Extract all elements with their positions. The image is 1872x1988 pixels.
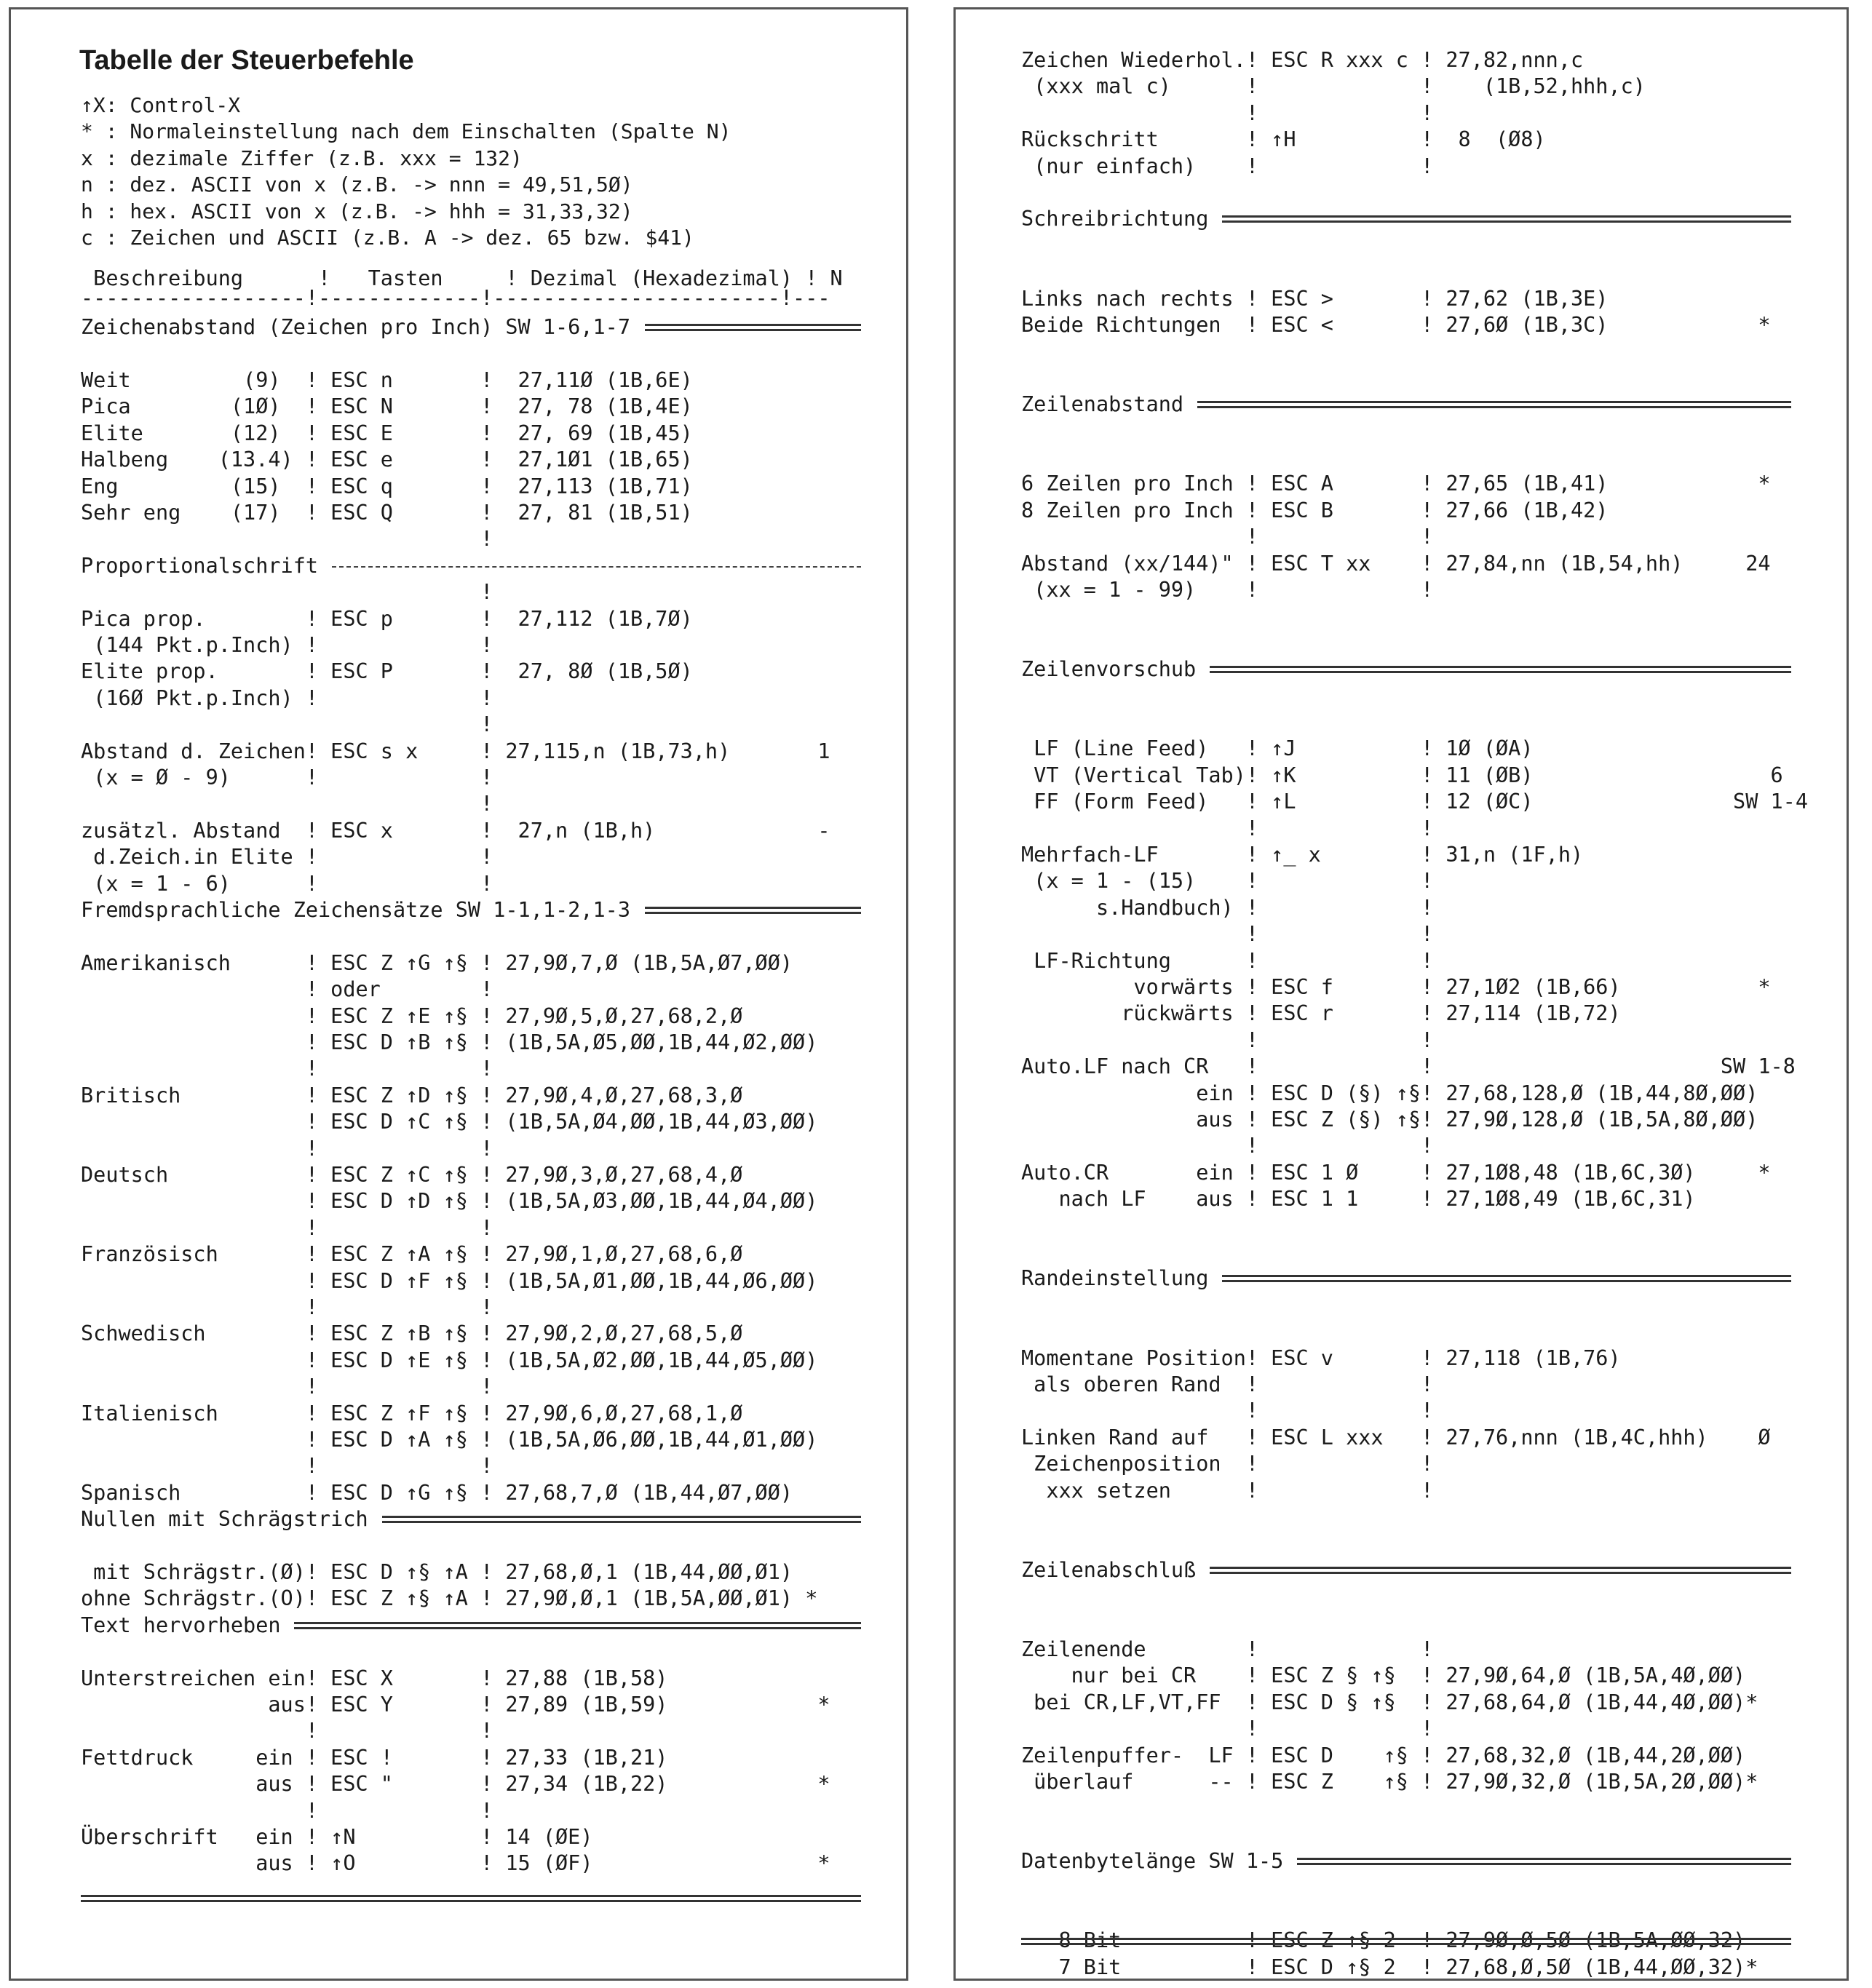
table-row: Beide Richtungen ! ESC < ! 27,6Ø (1B,3C) * (1021, 313, 1771, 337)
table-row: (16Ø Pkt.p.Inch) ! ! (81, 685, 493, 710)
table-row: überlauf -- ! ESC Z ↑§ ! 27,9Ø,32,Ø (1B,5A,2Ø,ØØ)* (1021, 1770, 1758, 1794)
table-row: Eng (15) ! ESC q ! 27,113 (1B,71) (81, 474, 693, 498)
table-row: ! ! (81, 1454, 493, 1479)
legend-line: x : dezimale Ziffer (z.B. xxx = 132) (81, 146, 523, 170)
section-heading: Zeilenabstand (1021, 392, 1184, 417)
table-row: VT (Vertical Tab)! ↑K ! 11 (ØB) 6 (1021, 763, 1783, 787)
table-row: zusätzl. Abstand ! ESC x ! 27,n (1B,h) - (81, 818, 830, 843)
table-row: ! ! (1021, 1027, 1434, 1052)
table-row: Spanisch ! ESC D ↑G ↑§ ! 27,68,7,Ø (1B,44,Ø7,ØØ) (81, 1480, 793, 1505)
table-row: 8 Zeilen pro Inch ! ESC B ! 27,66 (1B,42) (1021, 498, 1609, 522)
section-heading: Schreibrichtung (1021, 207, 1209, 231)
table-row: ! ESC D ↑C ↑§ ! (1B,5A,Ø4,ØØ,1B,44,Ø3,ØØ) (81, 1110, 818, 1134)
left-column (11, 9, 906, 1979)
legend-line: n : dez. ASCII von x (z.B. -> nnn = 49,51,5Ø) (81, 172, 633, 197)
table-row: Zeichenposition ! ! (1021, 1452, 1434, 1476)
section-rule (645, 907, 861, 914)
table-row: Abstand (xx/144)" ! ESC T xx ! 27,84,nn (1B,54,hh) 24 (1021, 551, 1771, 576)
table-row: Auto.LF nach CR ! ! SW 1-8 (1021, 1054, 1796, 1079)
table-row: Überschrift ein ! ↑N ! 14 (ØE) (81, 1825, 593, 1849)
table-row: ! ! (1021, 1134, 1434, 1158)
table-row: (xx = 1 - 99) ! ! (1021, 578, 1434, 602)
section-heading: Zeilenabschluß (1021, 1557, 1197, 1582)
table-row: (144 Pkt.p.Inch) ! ! (81, 633, 493, 657)
table-row: rückwärts ! ESC r ! 27,114 (1B,72) (1021, 1001, 1621, 1026)
table-row: d.Zeich.in Elite ! ! (81, 845, 493, 870)
table-row: LF-Richtung ! ! (1021, 948, 1434, 973)
legend-line: c : Zeichen und ASCII (z.B. A -> dez. 65 bzw. $41) (81, 226, 694, 250)
table-row: ! ! (81, 1057, 493, 1081)
table-row: als oberen Rand ! ! (1021, 1372, 1434, 1396)
section-heading: Text hervorheben (81, 1613, 281, 1637)
bottom-rule (1021, 1938, 1791, 1945)
table-row: ! ! (81, 1798, 493, 1823)
section-heading: Zeichenabstand (Zeichen pro Inch) SW 1-6,1-7 (81, 315, 630, 340)
table-row: aus ! ESC Z (§) ↑§! 27,9Ø,128,Ø (1B,5A,8Ø,ØØ) (1021, 1108, 1758, 1132)
table-row: ! ESC Z ↑E ↑§ ! 27,9Ø,5,Ø,27,68,2,Ø (81, 1003, 743, 1028)
table-row: ! ! (81, 1375, 493, 1399)
table-row: (xxx mal c) ! ! (1B,52,hhh,c) (1021, 74, 1646, 99)
section-heading: Zeilenvorschub (1021, 657, 1197, 682)
table-row: Zeilenende ! ! (1021, 1637, 1434, 1661)
legend-line: * : Normaleinstellung nach dem Einschalten (Spalte N) (81, 119, 731, 144)
table-row: aus! ESC Y ! 27,89 (1B,59) * (81, 1693, 830, 1717)
table-row: Linken Rand auf ! ESC L xxx ! 27,76,nnn (1B,4C,hhh) Ø (1021, 1425, 1771, 1450)
table-row: (x = Ø - 9) ! ! (81, 766, 493, 790)
section-rule (1297, 1858, 1791, 1865)
section-rule (1210, 1567, 1791, 1574)
table-row: ! ESC D ↑A ↑§ ! (1B,5A,Ø6,ØØ,1B,44,Ø1,ØØ) (81, 1428, 818, 1452)
table-row: ! ESC D ↑B ↑§ ! (1B,5A,Ø5,ØØ,1B,44,Ø2,ØØ) (81, 1030, 818, 1054)
table-row: ! ! (81, 1215, 493, 1240)
table-row: ! (81, 712, 493, 737)
table-row: Britisch ! ESC Z ↑D ↑§ ! 27,9Ø,4,Ø,27,68,3,Ø (81, 1083, 743, 1108)
table-row: Mehrfach-LF ! ↑_ x ! 31,n (1F,h) (1021, 843, 1584, 867)
table-row: LF (Line Feed) ! ↑J ! 1Ø (ØA) (1021, 736, 1534, 761)
legend-line: ↑X: Control-X (81, 93, 241, 117)
section-heading: Nullen mit Schrägstrich (81, 1507, 368, 1532)
table-row: (nur einfach) ! ! (1021, 154, 1434, 178)
table-row: Elite (12) ! ESC E ! 27, 69 (1B,45) (81, 421, 693, 445)
table-row: Auto.CR ein ! ESC 1 Ø ! 27,1Ø8,48 (1B,6C,3Ø) * (1021, 1160, 1771, 1185)
table-row: 8 Bit ! ESC Z ↑§ 2 ! 27,9Ø,Ø,5Ø (1B,5A,ØØ,32) (1021, 1928, 1746, 1953)
table-row: mit Schrägstr.(Ø)! ESC D ↑§ ↑A ! 27,68,Ø,1 (1B,44,ØØ,Ø1) (81, 1560, 793, 1584)
table-row: Fettdruck ein ! ESC ! ! 27,33 (1B,21) (81, 1745, 668, 1770)
table-row: 7 Bit ! ESC D ↑§ 2 ! 27,68,Ø,5Ø (1B,44,ØØ,32)* (1021, 1955, 1758, 1979)
table-row: Zeilenpuffer- LF ! ESC D ↑§ ! 27,68,32,Ø (1B,44,2Ø,ØØ) (1021, 1743, 1746, 1768)
table-row: Abstand d. Zeichen! ESC s x ! 27,115,n (1B,73,h) 1 (81, 739, 830, 763)
section-heading: Datenbytelänge SW 1-5 (1021, 1849, 1284, 1874)
table-row: ! ! (1021, 1399, 1434, 1423)
table-row: aus ! ESC " ! 27,34 (1B,22) * (81, 1772, 830, 1797)
right-column (956, 9, 1847, 1979)
table-row: Unterstreichen ein! ESC X ! 27,88 (1B,58) (81, 1666, 668, 1690)
left-panel (9, 7, 908, 1981)
table-row: (x = 1 - (15) ! ! (1021, 869, 1434, 894)
table-row: (x = 1 - 6) ! ! (81, 871, 493, 896)
section-rule (645, 324, 861, 331)
table-row: nach LF aus ! ESC 1 1 ! 27,1Ø8,49 (1B,6C,31) (1021, 1187, 1696, 1212)
table-row: ! ! (1021, 922, 1434, 947)
section-heading: Proportionalschrift (81, 553, 319, 578)
section-rule (1222, 215, 1791, 223)
table-row: Links nach rechts ! ESC > ! 27,62 (1B,3E) (1021, 286, 1609, 311)
table-row: ! (81, 527, 493, 552)
table-row: ! (81, 792, 493, 816)
table-row: 6 Zeilen pro Inch ! ESC A ! 27,65 (1B,41) * (1021, 472, 1771, 496)
table-row: s.Handbuch) ! ! (1021, 895, 1434, 920)
table-row: FF (Form Feed) ! ↑L ! 12 (ØC) SW 1-4 (1021, 790, 1808, 814)
table-row: ! ! (1021, 525, 1434, 549)
table-row: ! ESC D ↑D ↑§ ! (1B,5A,Ø3,ØØ,1B,44,Ø4,ØØ) (81, 1189, 818, 1214)
table-row: Elite prop. ! ESC P ! 27, 8Ø (1B,5Ø) (81, 659, 693, 684)
section-rule (294, 1622, 861, 1629)
section-rule (1197, 401, 1791, 408)
table-row: Zeichen Wiederhol.! ESC R xxx c ! 27,82,nnn,c (1021, 48, 1584, 72)
table-row: xxx setzen ! ! (1021, 1478, 1434, 1503)
section-rule (382, 1516, 861, 1523)
table-row: Deutsch ! ESC Z ↑C ↑§ ! 27,9Ø,3,Ø,27,68,4,Ø (81, 1163, 743, 1187)
bottom-rule (81, 1895, 861, 1902)
table-row: Sehr eng (17) ! ESC Q ! 27, 81 (1B,51) (81, 501, 693, 525)
table-row: ! ! (1021, 816, 1434, 840)
table-row: vorwärts ! ESC f ! 27,1Ø2 (1B,66) * (1021, 975, 1771, 999)
table-row: ! ESC D ↑E ↑§ ! (1B,5A,Ø2,ØØ,1B,44,Ø5,ØØ) (81, 1348, 818, 1372)
table-row: Halbeng (13.4) ! ESC e ! 27,1Ø1 (1B,65) (81, 448, 693, 472)
table-row: ! (81, 580, 493, 605)
table-row: ! ! (1021, 100, 1434, 125)
table-row: ! ESC D ↑F ↑§ ! (1B,5A,Ø1,ØØ,1B,44,Ø6,ØØ) (81, 1268, 818, 1293)
table-row: ! ! (81, 1136, 493, 1161)
table-row: bei CR,LF,VT,FF ! ESC D § ↑§ ! 27,68,64,Ø (1B,44,4Ø,ØØ)* (1021, 1690, 1758, 1714)
section-rule (1210, 666, 1791, 673)
table-row: ! ! (81, 1295, 493, 1319)
table-row: Pica prop. ! ESC p ! 27,112 (1B,7Ø) (81, 606, 693, 631)
column-separator: ------------------!-------------!-----------------------!--- (81, 285, 830, 310)
table-row: Amerikanisch ! ESC Z ↑G ↑§ ! 27,9Ø,7,Ø (1B,5A,Ø7,ØØ) (81, 950, 793, 975)
table-row: ! ! (81, 1719, 493, 1744)
legend-line: h : hex. ASCII von x (z.B. -> hhh = 31,33,32) (81, 199, 633, 223)
table-row: ! ! (1021, 1717, 1434, 1741)
table-row: Momentane Position! ESC v ! 27,118 (1B,76) (1021, 1345, 1621, 1370)
table-row: Französisch ! ESC Z ↑A ↑§ ! 27,9Ø,1,Ø,27,68,6,Ø (81, 1242, 743, 1267)
section-heading: Randeinstellung (1021, 1266, 1209, 1291)
section-rule (1222, 1275, 1791, 1282)
table-row: Pica (1Ø) ! ESC N ! 27, 78 (1B,4E) (81, 394, 693, 419)
table-row: Weit (9) ! ESC n ! 27,11Ø (1B,6E) (81, 368, 693, 392)
table-row: Italienisch ! ESC Z ↑F ↑§ ! 27,9Ø,6,Ø,27,68,1,Ø (81, 1401, 743, 1426)
table-row: ein ! ESC D (§) ↑§! 27,68,128,Ø (1B,44,8Ø,ØØ) (1021, 1081, 1758, 1105)
right-panel (953, 7, 1849, 1981)
section-dash-rule (332, 566, 861, 568)
page-title: Tabelle der Steuerbefehle (79, 45, 414, 76)
column-header: Beschreibung ! Tasten ! Dezimal (Hexadezimal) ! N (81, 266, 843, 291)
section-heading: Fremdsprachliche Zeichensätze SW 1-1,1-2,1-3 (81, 898, 630, 922)
table-row: ! oder ! (81, 977, 493, 1002)
table-row: aus ! ↑O ! 15 (ØF) * (81, 1851, 830, 1876)
table-row: nur bei CR ! ESC Z § ↑§ ! 27,9Ø,64,Ø (1B,5A,4Ø,ØØ) (1021, 1663, 1746, 1688)
table-row: Schwedisch ! ESC Z ↑B ↑§ ! 27,9Ø,2,Ø,27,68,5,Ø (81, 1321, 743, 1346)
table-row: Rückschritt ! ↑H ! 8 (Ø8) (1021, 127, 1546, 152)
table-row: ohne Schrägstr.(O)! ESC Z ↑§ ↑A ! 27,9Ø,Ø,1 (1B,5A,ØØ,Ø1) * (81, 1586, 818, 1611)
